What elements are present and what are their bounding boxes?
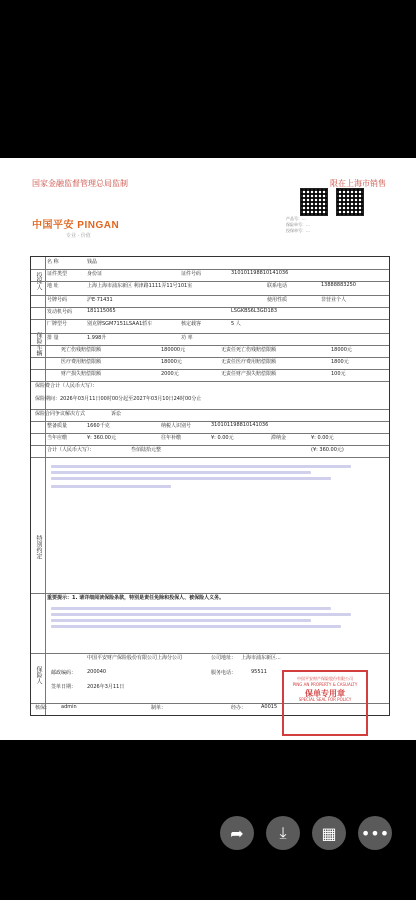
- grid-icon: ▦: [321, 823, 337, 843]
- tax-row: 当年应缴 ¥: 360.00元 往年补缴 ¥: 0.00元 滞纳金 ¥: 0.00元: [31, 433, 389, 446]
- more-button[interactable]: [358, 816, 392, 850]
- footer-row: 核保： admin 制单： 经办： A0015: [35, 704, 278, 711]
- insurer-block: 中国平安财产保险股份有限公司上海分公司 公司地址： 上海市浦东新区... 邮政编码： 200040 服务电话： 95511 签单日期： 2026年3月11日: [31, 653, 389, 704]
- label-vehicle: 保险车辆: [35, 332, 42, 356]
- premium-block: 保险费合计（人民币大写）： 保险期间：2026年03月11日00时00分起至2027年03月10日24时00分止: [31, 381, 389, 410]
- header-right: 限在上海市销售: [330, 179, 386, 188]
- label-policyholder: 投保人: [35, 272, 42, 290]
- form-row: 名 称 钱晶: [31, 257, 389, 270]
- label-insurer: 保险人: [35, 666, 42, 684]
- meta-line: 投保单号：...: [286, 228, 310, 233]
- label-remarks: 特别约定: [35, 535, 42, 559]
- more-icon: •••: [360, 823, 390, 843]
- form-row: 地 址 上海上海市浦东新区 利津路1111弄11号101室 联系电话 13888883250: [31, 281, 389, 296]
- save-button[interactable]: [266, 816, 300, 850]
- policy-stamp: 中国平安财产保险股份有限公司 PING AN PROPERTY & CASUALTY 保单专用章 SPECIAL SEAL FOR POLICY: [282, 670, 368, 736]
- remarks-block: [31, 457, 389, 594]
- qr-code-icon: [300, 188, 328, 216]
- coverage-row: 财产损失赔偿限额 2000元 无责任财产损失赔偿限额 100元: [31, 369, 389, 382]
- meta-line: 保险单号：...: [286, 222, 310, 227]
- dispute-row: 保险合同争议解决方式 诉讼: [31, 409, 389, 422]
- tax-row: 整备质量 1660千克 纳税人识别号 310101198810141036: [31, 421, 389, 434]
- form-row: 证件类型 身份证 证件号码 310101198810141036: [31, 269, 389, 282]
- coverage-row: 医疗费用赔偿限额 18000元 无责任医疗费用赔偿限额 1800元: [31, 357, 389, 370]
- brand-logo: 中国平安 PINGAN: [32, 220, 120, 231]
- meta-line: 产品号：...: [286, 216, 306, 221]
- form-row: 发动机号码 181115065 LSGKBS6L3GD183: [31, 307, 389, 320]
- header-left: 国家金融监督管理总局监制: [32, 179, 128, 188]
- form-row: 号牌号码 沪E·71431 使用性质 非营业个人: [31, 295, 389, 308]
- form-row: 厂牌型号 别克牌SGM7151LSAA1轿车 核定载客 5 人: [31, 319, 389, 334]
- grid-button[interactable]: [312, 816, 346, 850]
- tax-row: 合计（人民币大写）： 叁佰陆拾元整 (¥: 360.00元): [31, 445, 389, 458]
- share-button[interactable]: [220, 816, 254, 850]
- form-row: 排 量 1.998升 功 率: [31, 333, 389, 346]
- share-icon: ➦: [230, 823, 244, 843]
- brand-subtitle: 专业 · 价值: [66, 233, 91, 239]
- notice-block: 重要提示：1. 请详细阅读保险条款，特别是责任免除和投保人、被保险人义务。: [31, 593, 389, 654]
- bottom-toolbar: [220, 816, 392, 850]
- qr-code-icon: [336, 188, 364, 216]
- coverage-row: 死亡伤残赔偿限额 180000元 无责任死亡伤残赔偿限额 18000元: [31, 345, 389, 358]
- download-icon: ⤓: [279, 823, 287, 842]
- document-page: [0, 158, 416, 740]
- policy-meta: [286, 216, 396, 234]
- policy-form: [30, 256, 390, 716]
